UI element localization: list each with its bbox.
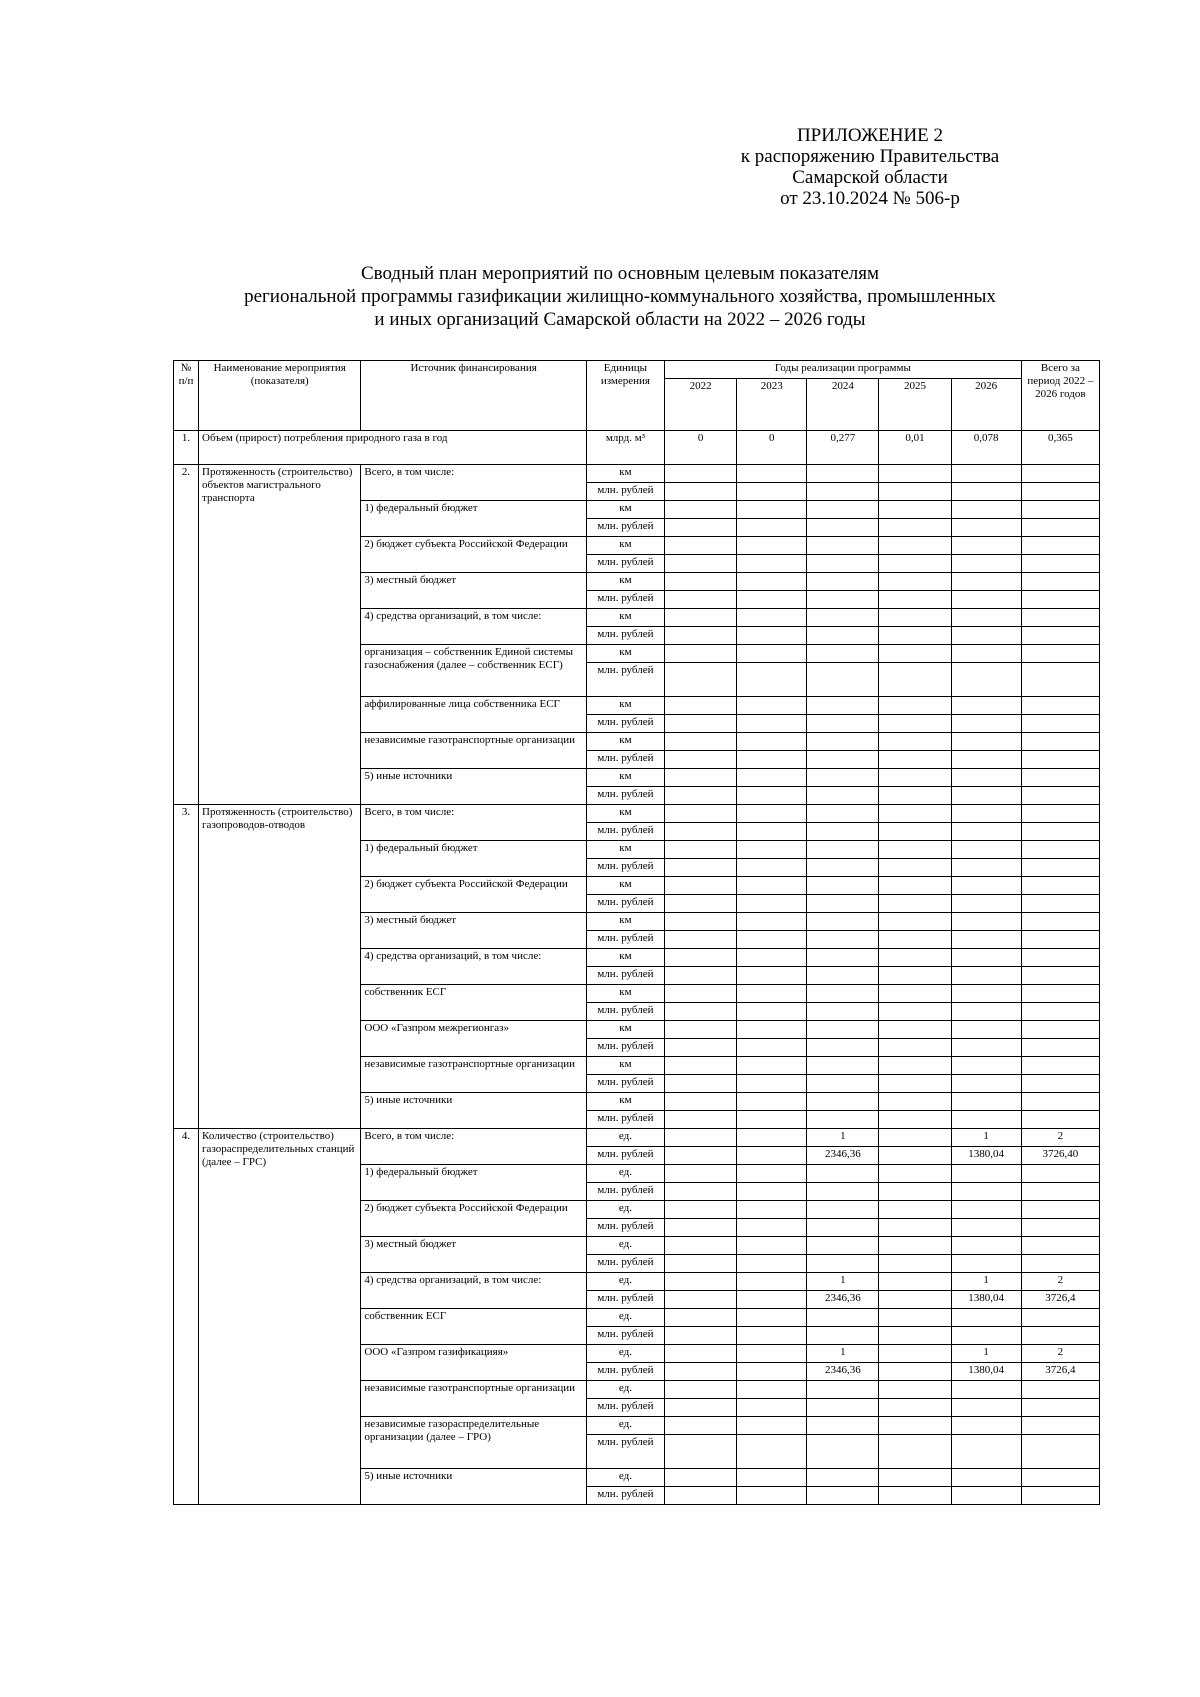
source-cell: 3) местный бюджет: [361, 913, 586, 949]
source-cell: 2) бюджет субъекта Российской Федерации: [361, 537, 586, 573]
unit-cell: млн. рублей: [586, 1147, 664, 1165]
unit-cell: млрд. м³: [586, 431, 664, 465]
source-cell: 1) федеральный бюджет: [361, 841, 586, 877]
header-year-2025: 2025: [879, 379, 951, 431]
value-cell: 0: [665, 431, 737, 465]
value-cell: 0: [737, 431, 807, 465]
value-cell: 0,078: [951, 431, 1021, 465]
appendix-header: [700, 125, 1040, 209]
unit-cell: км: [586, 985, 664, 1003]
total-cell: 3726,40: [1021, 1147, 1099, 1165]
source-cell: 5) иные источники: [361, 1093, 586, 1129]
header-unit: Единицы измерения: [586, 361, 664, 431]
source-cell: организация – собственник Единой системы газоснабжения (далее – собственник ЕСГ): [361, 645, 586, 697]
unit-cell: км: [586, 537, 664, 555]
unit-cell: км: [586, 949, 664, 967]
value-cell: 1: [807, 1345, 879, 1363]
unit-cell: ед.: [586, 1129, 664, 1147]
total-cell: 3726,4: [1021, 1291, 1099, 1309]
unit-cell: км: [586, 501, 664, 519]
unit-cell: млн. рублей: [586, 1075, 664, 1093]
unit-cell: км: [586, 697, 664, 715]
appendix-line-2: к распоряжению Правительства: [740, 146, 1000, 167]
value-cell: 1: [951, 1273, 1021, 1291]
unit-cell: км: [586, 913, 664, 931]
source-cell: 5) иные источники: [361, 769, 586, 805]
header-source: Источник финансирования: [361, 361, 586, 431]
header-year-2026: 2026: [951, 379, 1021, 431]
unit-cell: км: [586, 1093, 664, 1111]
unit-cell: млн. рублей: [586, 1219, 664, 1237]
unit-cell: млн. рублей: [586, 1363, 664, 1381]
source-cell: 1) федеральный бюджет: [361, 1165, 586, 1201]
value-cell: 0,01: [879, 431, 951, 465]
source-cell: независимые газотранспортные организации: [361, 1057, 586, 1093]
value-cell: 1: [951, 1345, 1021, 1363]
unit-cell: млн. рублей: [586, 823, 664, 841]
header-year-2024: 2024: [807, 379, 879, 431]
table-row: [174, 1129, 1100, 1147]
appendix-line-3: Самарской области: [792, 167, 948, 188]
unit-cell: км: [586, 1057, 664, 1075]
unit-cell: ед.: [586, 1273, 664, 1291]
header-total: Всего за период 2022 – 2026 годов: [1021, 361, 1099, 431]
source-cell: ООО «Газпром межрегионгаз»: [361, 1021, 586, 1057]
source-cell: собственник ЕСГ: [361, 1309, 586, 1345]
value-cell: 2346,36: [807, 1363, 879, 1381]
source-cell: аффилированные лица собственника ЕСГ: [361, 697, 586, 733]
unit-cell: км: [586, 609, 664, 627]
source-cell: Всего, в том числе:: [361, 1129, 586, 1165]
unit-cell: ед.: [586, 1417, 664, 1435]
unit-cell: млн. рублей: [586, 591, 664, 609]
unit-cell: млн. рублей: [586, 859, 664, 877]
total-cell: 2: [1021, 1273, 1099, 1291]
unit-cell: км: [586, 841, 664, 859]
source-cell: независимые газотранспортные организации: [361, 733, 586, 769]
source-cell: 2) бюджет субъекта Российской Федерации: [361, 877, 586, 913]
source-cell: 1) федеральный бюджет: [361, 501, 586, 537]
source-cell: независимые газотранспортные организации: [361, 1381, 586, 1417]
source-cell: 2) бюджет субъекта Российской Федерации: [361, 1201, 586, 1237]
row-name: Протяженность (строительство) объектов магистрального транспорта: [199, 465, 361, 805]
document-title: [150, 262, 1090, 331]
source-cell: Всего, в том числе:: [361, 805, 586, 841]
unit-cell: млн. рублей: [586, 1435, 664, 1469]
table-row: [174, 805, 1100, 823]
table-row: [174, 431, 1100, 465]
unit-cell: ед.: [586, 1345, 664, 1363]
unit-cell: млн. рублей: [586, 1003, 664, 1021]
row-name: Объем (прирост) потребления природного газа в год: [199, 431, 587, 465]
table-row: [174, 465, 1100, 483]
row-num: 4.: [174, 1129, 199, 1505]
source-cell: 3) местный бюджет: [361, 1237, 586, 1273]
unit-cell: ед.: [586, 1165, 664, 1183]
unit-cell: млн. рублей: [586, 715, 664, 733]
total-cell: 3726,4: [1021, 1363, 1099, 1381]
row-name: Количество (строительство) газораспределительных станций (далее – ГРС): [199, 1129, 361, 1505]
source-cell: собственник ЕСГ: [361, 985, 586, 1021]
source-cell: ООО «Газпром газификацияя»: [361, 1345, 586, 1381]
appendix-line-4: от 23.10.2024 № 506-р: [780, 188, 960, 209]
row-num: 1.: [174, 431, 199, 465]
unit-cell: млн. рублей: [586, 1327, 664, 1345]
source-cell: 4) средства организаций, в том числе:: [361, 949, 586, 985]
source-cell: независимые газораспределительные организации (далее – ГРО): [361, 1417, 586, 1469]
source-cell: 5) иные источники: [361, 1469, 586, 1505]
unit-cell: ед.: [586, 1237, 664, 1255]
title-line-2: региональной программы газификации жилищно-коммунального хозяйства, промышленных: [244, 286, 996, 307]
unit-cell: млн. рублей: [586, 1291, 664, 1309]
unit-cell: млн. рублей: [586, 967, 664, 985]
total-cell: 0,365: [1021, 431, 1099, 465]
unit-cell: ед.: [586, 1309, 664, 1327]
unit-cell: км: [586, 465, 664, 483]
unit-cell: млн. рублей: [586, 627, 664, 645]
source-cell: 4) средства организаций, в том числе:: [361, 609, 586, 645]
unit-cell: млн. рублей: [586, 1255, 664, 1273]
unit-cell: млн. рублей: [586, 483, 664, 501]
unit-cell: ед.: [586, 1469, 664, 1487]
row-num: 3.: [174, 805, 199, 1129]
unit-cell: ед.: [586, 1201, 664, 1219]
header-year-2023: 2023: [737, 379, 807, 431]
total-cell: 2: [1021, 1129, 1099, 1147]
unit-cell: ед.: [586, 1381, 664, 1399]
value-cell: 1380,04: [951, 1363, 1021, 1381]
value-cell: 1: [951, 1129, 1021, 1147]
value-cell: 1: [807, 1129, 879, 1147]
source-cell: 3) местный бюджет: [361, 573, 586, 609]
unit-cell: млн. рублей: [586, 931, 664, 949]
unit-cell: км: [586, 733, 664, 751]
value-cell: 2346,36: [807, 1147, 879, 1165]
title-line-1: Сводный план мероприятий по основным целевым показателям: [360, 263, 880, 284]
row-name: Протяженность (строительство) газопроводов-отводов: [199, 805, 361, 1129]
source-cell: Всего, в том числе:: [361, 465, 586, 501]
header-year-2022: 2022: [665, 379, 737, 431]
header-years-group: Годы реализации программы: [665, 361, 1022, 379]
unit-cell: млн. рублей: [586, 1487, 664, 1505]
appendix-line-1: ПРИЛОЖЕНИЕ 2: [796, 125, 944, 146]
header-num: № п/п: [174, 361, 199, 431]
value-cell: 1380,04: [951, 1291, 1021, 1309]
unit-cell: км: [586, 1021, 664, 1039]
unit-cell: млн. рублей: [586, 1111, 664, 1129]
value-cell: 1380,04: [951, 1147, 1021, 1165]
header-name: Наименование мероприятия (показателя): [199, 361, 361, 431]
unit-cell: км: [586, 877, 664, 895]
unit-cell: км: [586, 769, 664, 787]
title-line-3: и иных организаций Самарской области на 2022 – 2026 годы: [374, 309, 866, 330]
unit-cell: км: [586, 645, 664, 663]
source-cell: 4) средства организаций, в том числе:: [361, 1273, 586, 1309]
unit-cell: млн. рублей: [586, 1183, 664, 1201]
total-cell: 2: [1021, 1345, 1099, 1363]
value-cell: 0,277: [807, 431, 879, 465]
unit-cell: млн. рублей: [586, 1039, 664, 1057]
unit-cell: млн. рублей: [586, 663, 664, 697]
row-num: 2.: [174, 465, 199, 805]
unit-cell: км: [586, 805, 664, 823]
unit-cell: млн. рублей: [586, 787, 664, 805]
plan-table: [173, 360, 1100, 1505]
value-cell: 2346,36: [807, 1291, 879, 1309]
unit-cell: млн. рублей: [586, 751, 664, 769]
unit-cell: млн. рублей: [586, 895, 664, 913]
unit-cell: млн. рублей: [586, 519, 664, 537]
unit-cell: млн. рублей: [586, 555, 664, 573]
value-cell: 1: [807, 1273, 879, 1291]
unit-cell: км: [586, 573, 664, 591]
unit-cell: млн. рублей: [586, 1399, 664, 1417]
